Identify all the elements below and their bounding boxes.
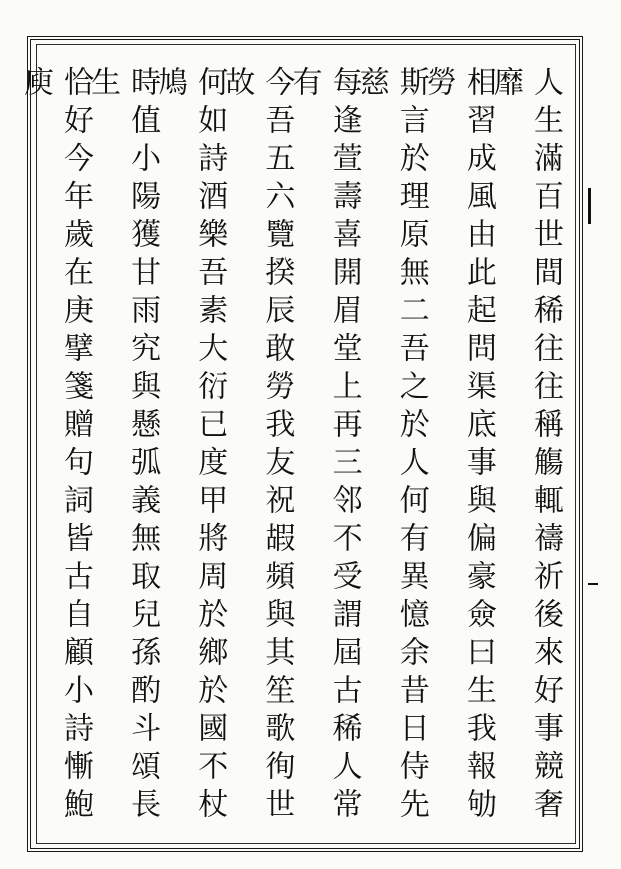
text-column: 相習成風由此起問渠底事與偏豪僉曰生我報劬勞 <box>420 66 496 826</box>
text-column: 恰好今年歲在庚擘箋贈句詞皆古自顧小詩慚鮑庾 <box>18 66 93 826</box>
text-column: 今吾五六覽揆辰敢勞我友祝嘏頻與其笙歌徇世故 <box>219 66 295 826</box>
text-columns <box>18 66 565 826</box>
edge-mark-top <box>588 188 591 224</box>
text-column: 何如詩酒樂吾素大衍已度甲將周於鄉於國不杖鳩 <box>152 66 228 826</box>
edge-mark-mid <box>588 583 598 585</box>
text-column: 時值小陽獲甘雨究與懸弧義無取兒孫酌斗頌長生 <box>85 66 161 826</box>
text-column: 斯言於理原無二吾之於人何有異憶余昔日侍先慈 <box>353 66 429 826</box>
text-column: 每逢萱壽喜開眉堂上再三邻不受謂屆古稀人常有 <box>286 66 362 826</box>
text-column: 人生滿百世間稀往往稱觴輒禱祈後來好事競奢靡 <box>487 66 563 826</box>
